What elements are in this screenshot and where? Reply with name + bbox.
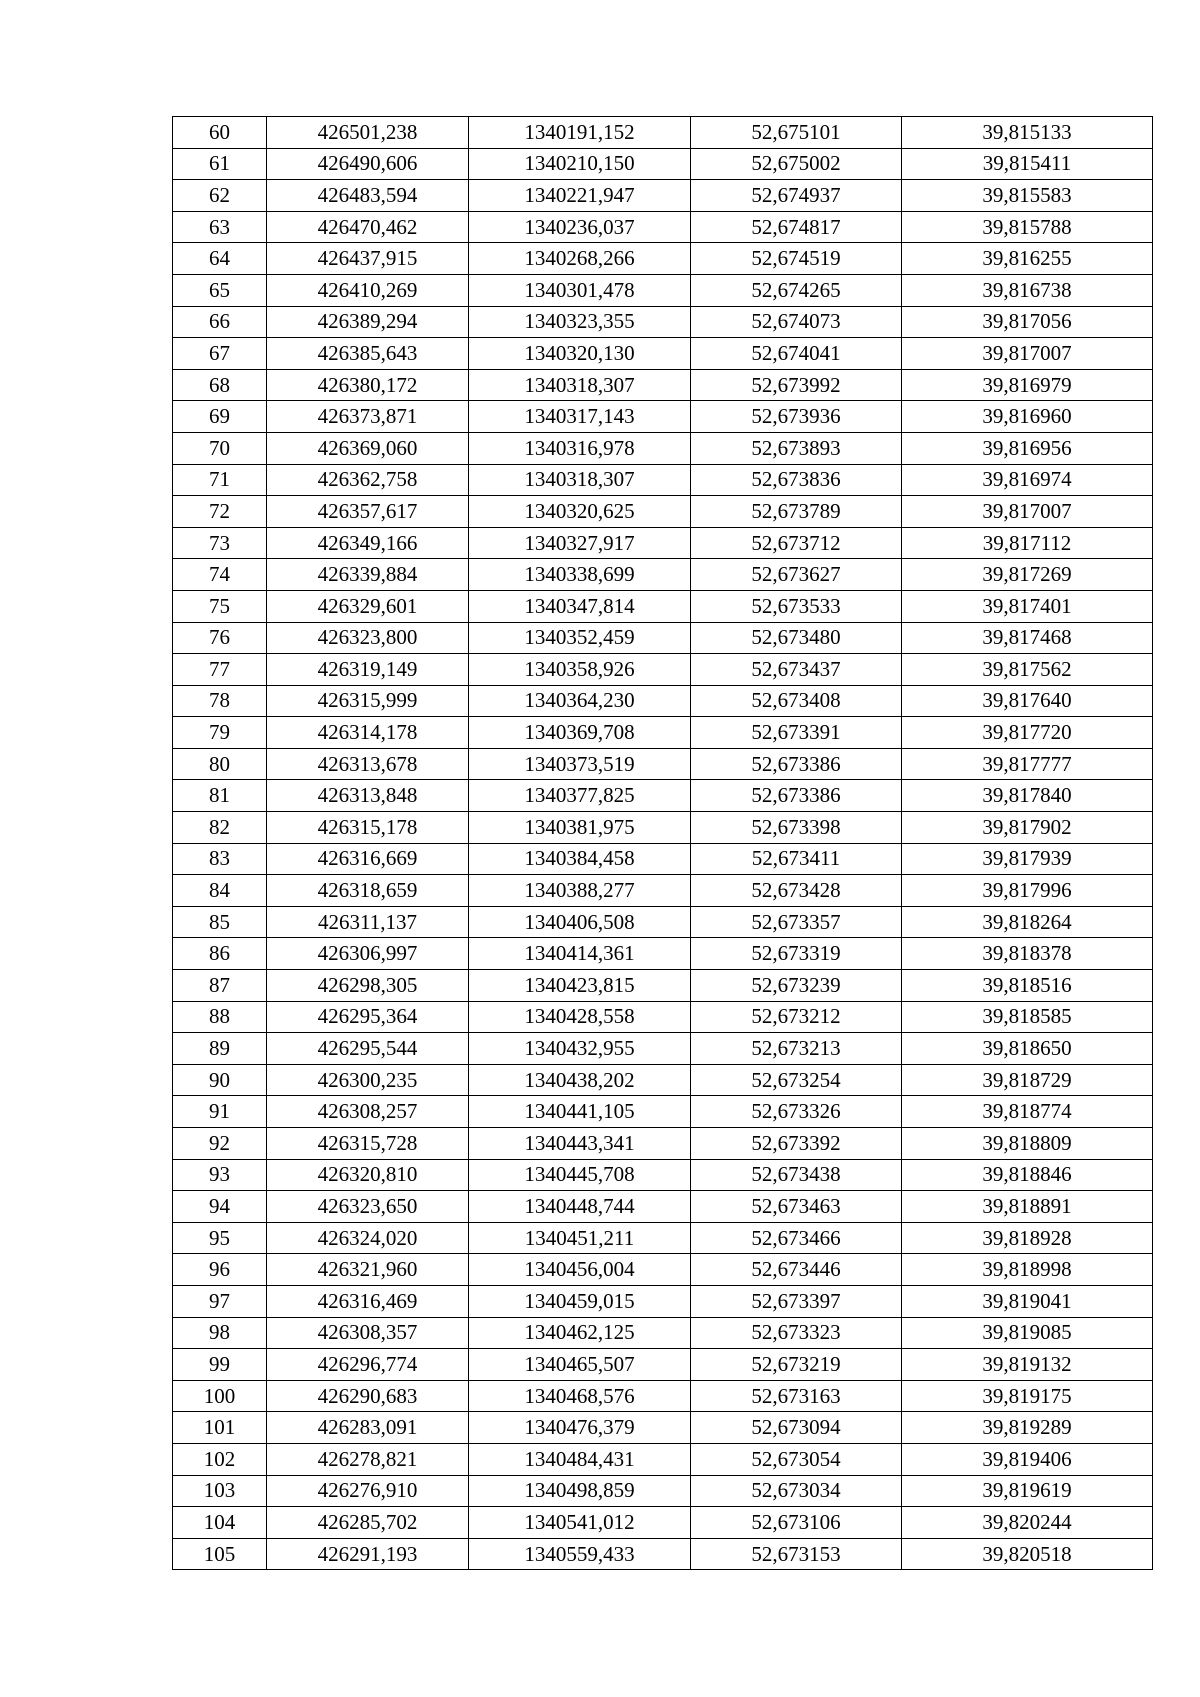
point-number-cell: 75 (173, 590, 267, 622)
y-coordinate-cell: 1340221,947 (469, 180, 691, 212)
longitude-cell: 39,815133 (902, 117, 1153, 149)
point-number-cell: 68 (173, 369, 267, 401)
point-number-cell: 72 (173, 496, 267, 528)
longitude-cell: 39,817007 (902, 496, 1153, 528)
x-coordinate-cell: 426320,810 (267, 1159, 469, 1191)
x-coordinate-cell: 426296,774 (267, 1349, 469, 1381)
latitude-cell: 52,673323 (691, 1317, 902, 1349)
latitude-cell: 52,673219 (691, 1349, 902, 1381)
longitude-cell: 39,818928 (902, 1222, 1153, 1254)
latitude-cell: 52,673627 (691, 559, 902, 591)
coordinates-table (172, 116, 1153, 1570)
x-coordinate-cell: 426278,821 (267, 1443, 469, 1475)
y-coordinate-cell: 1340320,130 (469, 338, 691, 370)
point-number-cell: 70 (173, 432, 267, 464)
longitude-cell: 39,817902 (902, 812, 1153, 844)
x-coordinate-cell: 426373,871 (267, 401, 469, 433)
latitude-cell: 52,673466 (691, 1222, 902, 1254)
longitude-cell: 39,816974 (902, 464, 1153, 496)
latitude-cell: 52,673391 (691, 717, 902, 749)
x-coordinate-cell: 426285,702 (267, 1507, 469, 1539)
point-number-cell: 63 (173, 211, 267, 243)
table-row (173, 464, 1153, 496)
x-coordinate-cell: 426295,364 (267, 1001, 469, 1033)
y-coordinate-cell: 1340358,926 (469, 654, 691, 686)
table-row (173, 1064, 1153, 1096)
latitude-cell: 52,673163 (691, 1380, 902, 1412)
latitude-cell: 52,673533 (691, 590, 902, 622)
longitude-cell: 39,820244 (902, 1507, 1153, 1539)
latitude-cell: 52,673437 (691, 654, 902, 686)
x-coordinate-cell: 426329,601 (267, 590, 469, 622)
point-number-cell: 104 (173, 1507, 267, 1539)
y-coordinate-cell: 1340316,978 (469, 432, 691, 464)
table-row (173, 875, 1153, 907)
y-coordinate-cell: 1340210,150 (469, 148, 691, 180)
longitude-cell: 39,817840 (902, 780, 1153, 812)
latitude-cell: 52,673106 (691, 1507, 902, 1539)
y-coordinate-cell: 1340438,202 (469, 1064, 691, 1096)
latitude-cell: 52,673836 (691, 464, 902, 496)
x-coordinate-cell: 426291,193 (267, 1538, 469, 1570)
point-number-cell: 81 (173, 780, 267, 812)
y-coordinate-cell: 1340384,458 (469, 843, 691, 875)
x-coordinate-cell: 426339,884 (267, 559, 469, 591)
table-row (173, 369, 1153, 401)
table-row (173, 496, 1153, 528)
latitude-cell: 52,674937 (691, 180, 902, 212)
table-row (173, 685, 1153, 717)
x-coordinate-cell: 426316,669 (267, 843, 469, 875)
point-number-cell: 88 (173, 1001, 267, 1033)
point-number-cell: 78 (173, 685, 267, 717)
latitude-cell: 52,673936 (691, 401, 902, 433)
x-coordinate-cell: 426313,848 (267, 780, 469, 812)
y-coordinate-cell: 1340465,507 (469, 1349, 691, 1381)
y-coordinate-cell: 1340318,307 (469, 369, 691, 401)
point-number-cell: 103 (173, 1475, 267, 1507)
point-number-cell: 105 (173, 1538, 267, 1570)
table-row (173, 1349, 1153, 1381)
latitude-cell: 52,673789 (691, 496, 902, 528)
point-number-cell: 60 (173, 117, 267, 149)
latitude-cell: 52,674265 (691, 274, 902, 306)
longitude-cell: 39,820518 (902, 1538, 1153, 1570)
latitude-cell: 52,673212 (691, 1001, 902, 1033)
longitude-cell: 39,817269 (902, 559, 1153, 591)
longitude-cell: 39,816255 (902, 243, 1153, 275)
x-coordinate-cell: 426321,960 (267, 1254, 469, 1286)
table-row (173, 622, 1153, 654)
y-coordinate-cell: 1340369,708 (469, 717, 691, 749)
x-coordinate-cell: 426357,617 (267, 496, 469, 528)
point-number-cell: 94 (173, 1191, 267, 1223)
table-row (173, 1475, 1153, 1507)
point-number-cell: 64 (173, 243, 267, 275)
table-row (173, 906, 1153, 938)
y-coordinate-cell: 1340484,431 (469, 1443, 691, 1475)
longitude-cell: 39,817777 (902, 748, 1153, 780)
table-row (173, 338, 1153, 370)
latitude-cell: 52,674817 (691, 211, 902, 243)
y-coordinate-cell: 1340456,004 (469, 1254, 691, 1286)
table-row (173, 1096, 1153, 1128)
table-row (173, 211, 1153, 243)
x-coordinate-cell: 426315,728 (267, 1128, 469, 1160)
table-row (173, 1443, 1153, 1475)
point-number-cell: 74 (173, 559, 267, 591)
point-number-cell: 82 (173, 812, 267, 844)
table-row (173, 1254, 1153, 1286)
latitude-cell: 52,674519 (691, 243, 902, 275)
x-coordinate-cell: 426295,544 (267, 1033, 469, 1065)
latitude-cell: 52,673480 (691, 622, 902, 654)
latitude-cell: 52,675101 (691, 117, 902, 149)
table-row (173, 748, 1153, 780)
longitude-cell: 39,816960 (902, 401, 1153, 433)
table-row (173, 1128, 1153, 1160)
point-number-cell: 95 (173, 1222, 267, 1254)
point-number-cell: 84 (173, 875, 267, 907)
x-coordinate-cell: 426283,091 (267, 1412, 469, 1444)
longitude-cell: 39,817056 (902, 306, 1153, 338)
latitude-cell: 52,673386 (691, 780, 902, 812)
latitude-cell: 52,673054 (691, 1443, 902, 1475)
table-row (173, 180, 1153, 212)
latitude-cell: 52,673398 (691, 812, 902, 844)
longitude-cell: 39,815583 (902, 180, 1153, 212)
y-coordinate-cell: 1340423,815 (469, 970, 691, 1002)
latitude-cell: 52,673357 (691, 906, 902, 938)
point-number-cell: 98 (173, 1317, 267, 1349)
point-number-cell: 67 (173, 338, 267, 370)
table-row (173, 559, 1153, 591)
table-row (173, 812, 1153, 844)
y-coordinate-cell: 1340541,012 (469, 1507, 691, 1539)
longitude-cell: 39,817007 (902, 338, 1153, 370)
point-number-cell: 85 (173, 906, 267, 938)
x-coordinate-cell: 426349,166 (267, 527, 469, 559)
table-row (173, 117, 1153, 149)
longitude-cell: 39,819406 (902, 1443, 1153, 1475)
latitude-cell: 52,674073 (691, 306, 902, 338)
latitude-cell: 52,673392 (691, 1128, 902, 1160)
table-row (173, 843, 1153, 875)
y-coordinate-cell: 1340318,307 (469, 464, 691, 496)
table-row (173, 1159, 1153, 1191)
table-row (173, 243, 1153, 275)
table-row (173, 1222, 1153, 1254)
latitude-cell: 52,673213 (691, 1033, 902, 1065)
x-coordinate-cell: 426300,235 (267, 1064, 469, 1096)
x-coordinate-cell: 426362,758 (267, 464, 469, 496)
longitude-cell: 39,819175 (902, 1380, 1153, 1412)
x-coordinate-cell: 426385,643 (267, 338, 469, 370)
x-coordinate-cell: 426437,915 (267, 243, 469, 275)
y-coordinate-cell: 1340338,699 (469, 559, 691, 591)
point-number-cell: 65 (173, 274, 267, 306)
x-coordinate-cell: 426290,683 (267, 1380, 469, 1412)
table-row (173, 1033, 1153, 1065)
x-coordinate-cell: 426306,997 (267, 938, 469, 970)
x-coordinate-cell: 426389,294 (267, 306, 469, 338)
table-row (173, 274, 1153, 306)
table-row (173, 590, 1153, 622)
y-coordinate-cell: 1340451,211 (469, 1222, 691, 1254)
y-coordinate-cell: 1340236,037 (469, 211, 691, 243)
point-number-cell: 100 (173, 1380, 267, 1412)
longitude-cell: 39,817562 (902, 654, 1153, 686)
point-number-cell: 66 (173, 306, 267, 338)
x-coordinate-cell: 426470,462 (267, 211, 469, 243)
latitude-cell: 52,674041 (691, 338, 902, 370)
x-coordinate-cell: 426313,678 (267, 748, 469, 780)
point-number-cell: 61 (173, 148, 267, 180)
x-coordinate-cell: 426369,060 (267, 432, 469, 464)
y-coordinate-cell: 1340347,814 (469, 590, 691, 622)
x-coordinate-cell: 426410,269 (267, 274, 469, 306)
y-coordinate-cell: 1340445,708 (469, 1159, 691, 1191)
x-coordinate-cell: 426311,137 (267, 906, 469, 938)
longitude-cell: 39,817468 (902, 622, 1153, 654)
point-number-cell: 77 (173, 654, 267, 686)
latitude-cell: 52,673428 (691, 875, 902, 907)
y-coordinate-cell: 1340323,355 (469, 306, 691, 338)
longitude-cell: 39,818729 (902, 1064, 1153, 1096)
latitude-cell: 52,673254 (691, 1064, 902, 1096)
y-coordinate-cell: 1340432,955 (469, 1033, 691, 1065)
y-coordinate-cell: 1340191,152 (469, 117, 691, 149)
table-row (173, 1317, 1153, 1349)
point-number-cell: 86 (173, 938, 267, 970)
longitude-cell: 39,817640 (902, 685, 1153, 717)
point-number-cell: 69 (173, 401, 267, 433)
point-number-cell: 79 (173, 717, 267, 749)
y-coordinate-cell: 1340320,625 (469, 496, 691, 528)
longitude-cell: 39,817939 (902, 843, 1153, 875)
longitude-cell: 39,818998 (902, 1254, 1153, 1286)
longitude-cell: 39,819085 (902, 1317, 1153, 1349)
table-row (173, 1001, 1153, 1033)
point-number-cell: 76 (173, 622, 267, 654)
longitude-cell: 39,818774 (902, 1096, 1153, 1128)
table-row (173, 1507, 1153, 1539)
latitude-cell: 52,673438 (691, 1159, 902, 1191)
x-coordinate-cell: 426483,594 (267, 180, 469, 212)
table-row (173, 717, 1153, 749)
y-coordinate-cell: 1340476,379 (469, 1412, 691, 1444)
y-coordinate-cell: 1340559,433 (469, 1538, 691, 1570)
point-number-cell: 80 (173, 748, 267, 780)
point-number-cell: 73 (173, 527, 267, 559)
y-coordinate-cell: 1340406,508 (469, 906, 691, 938)
latitude-cell: 52,673446 (691, 1254, 902, 1286)
longitude-cell: 39,816956 (902, 432, 1153, 464)
table-row (173, 938, 1153, 970)
point-number-cell: 92 (173, 1128, 267, 1160)
y-coordinate-cell: 1340414,361 (469, 938, 691, 970)
y-coordinate-cell: 1340459,015 (469, 1285, 691, 1317)
latitude-cell: 52,673408 (691, 685, 902, 717)
y-coordinate-cell: 1340377,825 (469, 780, 691, 812)
longitude-cell: 39,818516 (902, 970, 1153, 1002)
latitude-cell: 52,673992 (691, 369, 902, 401)
longitude-cell: 39,818650 (902, 1033, 1153, 1065)
x-coordinate-cell: 426490,606 (267, 148, 469, 180)
table-row (173, 432, 1153, 464)
longitude-cell: 39,818585 (902, 1001, 1153, 1033)
y-coordinate-cell: 1340448,744 (469, 1191, 691, 1223)
x-coordinate-cell: 426316,469 (267, 1285, 469, 1317)
x-coordinate-cell: 426308,257 (267, 1096, 469, 1128)
point-number-cell: 83 (173, 843, 267, 875)
y-coordinate-cell: 1340352,459 (469, 622, 691, 654)
latitude-cell: 52,673386 (691, 748, 902, 780)
y-coordinate-cell: 1340364,230 (469, 685, 691, 717)
x-coordinate-cell: 426314,178 (267, 717, 469, 749)
point-number-cell: 99 (173, 1349, 267, 1381)
point-number-cell: 87 (173, 970, 267, 1002)
longitude-cell: 39,818809 (902, 1128, 1153, 1160)
point-number-cell: 101 (173, 1412, 267, 1444)
latitude-cell: 52,673463 (691, 1191, 902, 1223)
longitude-cell: 39,818378 (902, 938, 1153, 970)
x-coordinate-cell: 426276,910 (267, 1475, 469, 1507)
point-number-cell: 90 (173, 1064, 267, 1096)
latitude-cell: 52,673411 (691, 843, 902, 875)
x-coordinate-cell: 426324,020 (267, 1222, 469, 1254)
x-coordinate-cell: 426501,238 (267, 117, 469, 149)
x-coordinate-cell: 426298,305 (267, 970, 469, 1002)
table-row (173, 1285, 1153, 1317)
table-row (173, 401, 1153, 433)
x-coordinate-cell: 426319,149 (267, 654, 469, 686)
longitude-cell: 39,817996 (902, 875, 1153, 907)
latitude-cell: 52,673893 (691, 432, 902, 464)
longitude-cell: 39,819289 (902, 1412, 1153, 1444)
table-row (173, 148, 1153, 180)
table-row (173, 1380, 1153, 1412)
latitude-cell: 52,673239 (691, 970, 902, 1002)
latitude-cell: 52,675002 (691, 148, 902, 180)
latitude-cell: 52,673153 (691, 1538, 902, 1570)
table-row (173, 970, 1153, 1002)
longitude-cell: 39,816738 (902, 274, 1153, 306)
longitude-cell: 39,815411 (902, 148, 1153, 180)
y-coordinate-cell: 1340441,105 (469, 1096, 691, 1128)
y-coordinate-cell: 1340327,917 (469, 527, 691, 559)
latitude-cell: 52,673397 (691, 1285, 902, 1317)
latitude-cell: 52,673034 (691, 1475, 902, 1507)
y-coordinate-cell: 1340373,519 (469, 748, 691, 780)
latitude-cell: 52,673712 (691, 527, 902, 559)
y-coordinate-cell: 1340317,143 (469, 401, 691, 433)
x-coordinate-cell: 426380,172 (267, 369, 469, 401)
longitude-cell: 39,817112 (902, 527, 1153, 559)
x-coordinate-cell: 426318,659 (267, 875, 469, 907)
y-coordinate-cell: 1340468,576 (469, 1380, 691, 1412)
y-coordinate-cell: 1340268,266 (469, 243, 691, 275)
table-row (173, 306, 1153, 338)
longitude-cell: 39,818891 (902, 1191, 1153, 1223)
latitude-cell: 52,673326 (691, 1096, 902, 1128)
longitude-cell: 39,815788 (902, 211, 1153, 243)
point-number-cell: 96 (173, 1254, 267, 1286)
longitude-cell: 39,819619 (902, 1475, 1153, 1507)
point-number-cell: 91 (173, 1096, 267, 1128)
longitude-cell: 39,819132 (902, 1349, 1153, 1381)
point-number-cell: 71 (173, 464, 267, 496)
coordinates-table-body (173, 117, 1153, 1570)
x-coordinate-cell: 426323,650 (267, 1191, 469, 1223)
longitude-cell: 39,816979 (902, 369, 1153, 401)
longitude-cell: 39,817401 (902, 590, 1153, 622)
x-coordinate-cell: 426308,357 (267, 1317, 469, 1349)
longitude-cell: 39,818264 (902, 906, 1153, 938)
y-coordinate-cell: 1340301,478 (469, 274, 691, 306)
x-coordinate-cell: 426315,999 (267, 685, 469, 717)
table-row (173, 1191, 1153, 1223)
point-number-cell: 97 (173, 1285, 267, 1317)
table-row (173, 1412, 1153, 1444)
y-coordinate-cell: 1340443,341 (469, 1128, 691, 1160)
latitude-cell: 52,673319 (691, 938, 902, 970)
point-number-cell: 102 (173, 1443, 267, 1475)
y-coordinate-cell: 1340381,975 (469, 812, 691, 844)
y-coordinate-cell: 1340388,277 (469, 875, 691, 907)
table-row (173, 527, 1153, 559)
point-number-cell: 62 (173, 180, 267, 212)
y-coordinate-cell: 1340462,125 (469, 1317, 691, 1349)
y-coordinate-cell: 1340428,558 (469, 1001, 691, 1033)
y-coordinate-cell: 1340498,859 (469, 1475, 691, 1507)
latitude-cell: 52,673094 (691, 1412, 902, 1444)
point-number-cell: 93 (173, 1159, 267, 1191)
table-row (173, 654, 1153, 686)
x-coordinate-cell: 426323,800 (267, 622, 469, 654)
longitude-cell: 39,819041 (902, 1285, 1153, 1317)
longitude-cell: 39,817720 (902, 717, 1153, 749)
point-number-cell: 89 (173, 1033, 267, 1065)
x-coordinate-cell: 426315,178 (267, 812, 469, 844)
longitude-cell: 39,818846 (902, 1159, 1153, 1191)
table-row (173, 1538, 1153, 1570)
table-row (173, 780, 1153, 812)
